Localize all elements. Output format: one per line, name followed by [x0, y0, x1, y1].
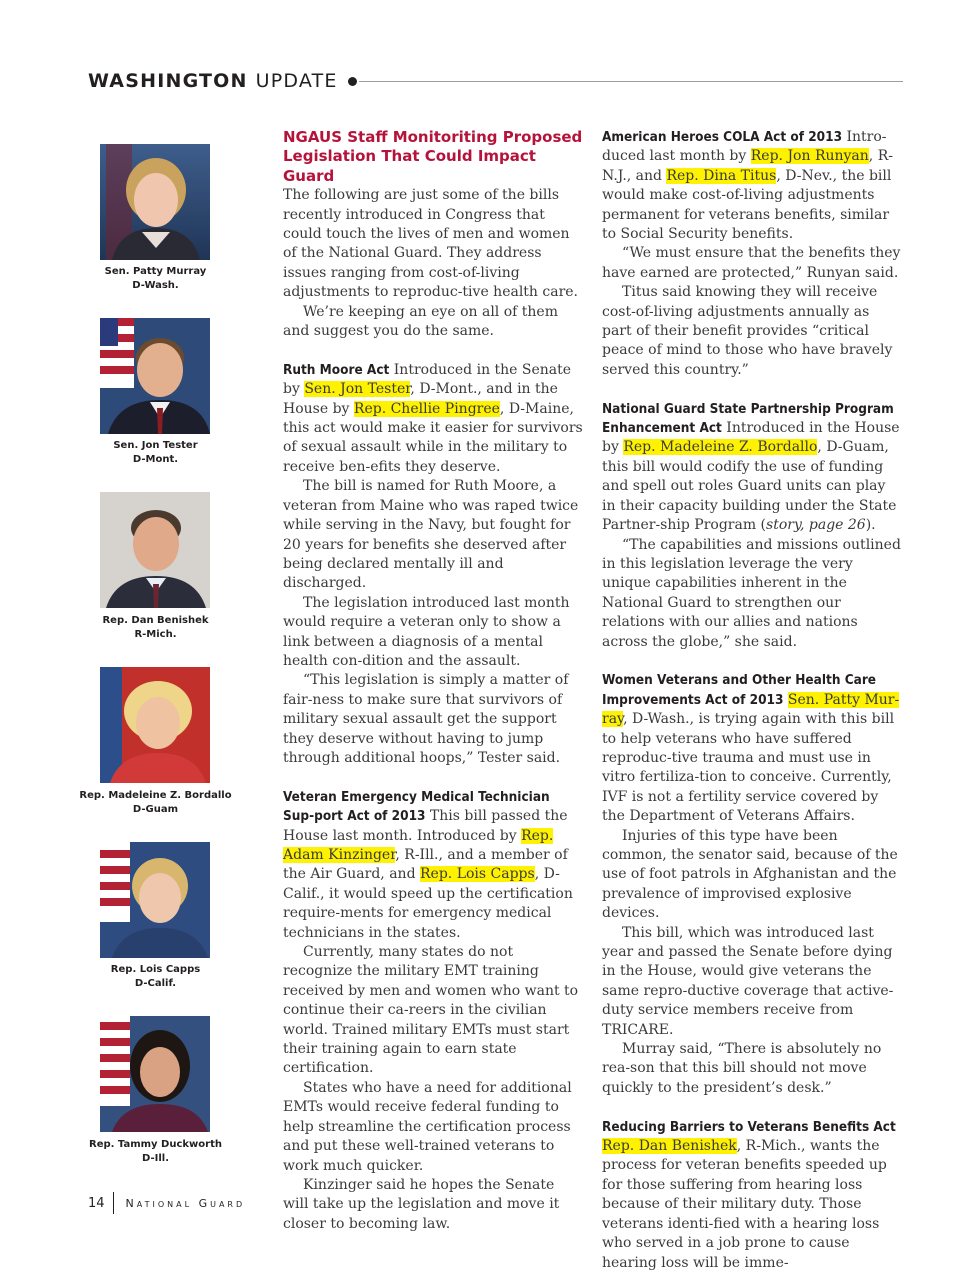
body-paragraph: “The capabilities and missions outlined in this legislation leverage the very unique capabilities inherent in the National Guard to strengthen our relations with our allies and nations across the globe,” she said.: [602, 536, 901, 650]
bill-reducing-barriers: [602, 1118, 902, 1273]
body-text: This bill passed the House last month. Introduced by: [283, 808, 568, 844]
bill-ruth-moore: [283, 361, 583, 477]
intro-paragraph: The following are just some of the bills recently introduced in Congress that could touch the lives of men and women of the National Guard. They address issues ranging from cost-of-living adjustments to reproduc-tive health care.: [283, 187, 579, 301]
body-text: , R-Ill., and a member of the Air Guard, and: [283, 847, 568, 883]
photo-tester: [100, 318, 210, 434]
section-title: [88, 70, 338, 92]
caption-party: R-Mich.: [134, 629, 177, 640]
footer-divider: [113, 1192, 114, 1214]
photo-bordallo: [100, 667, 210, 783]
lawmaker-link[interactable]: Sen. Patty Mur-ray: [602, 691, 900, 728]
body-text: Introduced in the House by: [602, 420, 900, 456]
page-number: 14: [88, 1195, 105, 1211]
caption-duckworth: [78, 1138, 233, 1166]
caption-name: Rep. Lois Capps: [110, 964, 201, 975]
lawmaker-link[interactable]: Rep. Chellie Pingree: [353, 400, 500, 417]
bill-heading: Veteran Emergency Medical Technician Sup-port Act of 2013: [283, 788, 550, 825]
lawmaker-link[interactable]: Rep. Jon Runyan: [750, 148, 869, 165]
body-text: , R-N.J., and: [602, 148, 893, 184]
portrait-benishek: [100, 492, 210, 608]
body-paragraph: Titus said knowing they will receive cost-of-living adjustments annually as part of their benefit provides “critical peace of mind to those who have bravely served this country.”: [602, 284, 893, 378]
caption-name: Rep. Dan Benishek: [102, 615, 209, 626]
bill-heading: Reducing Barriers to Veterans Benefits Act: [602, 1118, 896, 1135]
body-text: Intro-duced last month by: [602, 129, 887, 165]
body-text: , D-Calif., it would speed up the certification require-ments for emergency medical technicians in the states.: [283, 866, 573, 941]
caption-name: Sen. Patty Murray: [104, 266, 207, 277]
portrait-tester: [100, 318, 210, 434]
photo-duckworth: [100, 1016, 210, 1132]
bill-heading: Ruth Moore Act: [283, 361, 390, 378]
bill-cola: [602, 128, 902, 244]
lawmaker-link[interactable]: Rep. Madeleine Z. Bordallo: [623, 439, 818, 456]
body-text: , D-Guam, this bill would codify the use of funding and spell out roles Guard units can play in their capacity building under the State Partner-ship Program (: [602, 439, 897, 534]
caption-party: D-Ill.: [141, 1153, 169, 1164]
caption-benishek: [78, 614, 233, 642]
article-column-1: [283, 128, 583, 1234]
page-footer: [88, 1192, 245, 1214]
caption-bordallo: [78, 789, 233, 817]
body-text: , D-Wash., is trying again with this bill to help veterans who have suffered reproduc-tive trauma and must use in vitro fertiliza-tion to conceive. Currently, IVF is not a fertility service covered by the Department of Veterans Affairs.: [602, 711, 895, 825]
body-paragraph: Currently, many states do not recognize the military EMT training received by men and women who want to continue their ca-reers in the civilian world. Trained military EMTs must start their training again to earn state certification.: [283, 944, 579, 1077]
portrait-bordallo: [100, 667, 210, 783]
flag-graphic: [100, 842, 130, 922]
section-title-bold: WASHINGTON: [88, 70, 248, 92]
body-paragraph: This bill, which was introduced last year and passed the Senate before dying in the House, would give veterans the same repro-ductive coverage that active-duty service members receive from TRICARE.: [602, 924, 894, 1038]
bill-heading: American Heroes COLA Act of 2013: [602, 129, 843, 145]
body-paragraph: The bill is named for Ruth Moore, a veteran from Maine who was raped twice while serving in the Navy, but fought for 20 years for benefits she deserved after being declared mentally ill and discharged.: [283, 478, 579, 592]
portrait-capps: [100, 842, 210, 958]
section-header: [88, 66, 903, 96]
caption-tester: [78, 439, 233, 467]
lawmaker-link[interactable]: Rep. Adam Kinzinger: [283, 827, 554, 863]
caption-party: D-Wash.: [132, 280, 179, 291]
portrait-duckworth: [100, 1016, 210, 1132]
caption-murray: [78, 265, 233, 293]
intro-paragraph: We’re keeping an eye on all of them and suggest you do the same.: [283, 303, 558, 340]
body-paragraph: The legislation introduced last month would require a veteran only to show a link between a diagnosis of a mental health con-dition and the assault.: [283, 594, 570, 669]
photo-murray: [100, 144, 210, 260]
body-text: , D-Nev., the bill would make cost-of-living adjustments permanent for veterans benefits, similar to Social Security benefits.: [602, 167, 892, 243]
flag-graphic: [100, 318, 134, 388]
article-headline: [283, 128, 583, 186]
flag-graphic: [100, 1016, 130, 1106]
bill-heading: National Guard State Partnership Program Enhancement Act: [602, 400, 894, 437]
story-reference: story, page 26: [766, 517, 866, 534]
photo-capps: [100, 842, 210, 958]
lawmaker-link[interactable]: Rep. Dina Titus: [666, 167, 777, 184]
caption-party: D-Calif.: [134, 978, 177, 989]
caption-name: Sen. Jon Tester: [113, 440, 198, 451]
caption-name: Rep. Tammy Duckworth: [89, 1139, 222, 1150]
header-rule: [359, 81, 903, 82]
caption-capps: [78, 963, 233, 991]
bill-state-partnership: [602, 400, 902, 536]
body-text: , R-Mich., wants the process for veteran benefits speeded up for those suffering from hearing loss because of their military duty. Those veterans identi-fied with a hearing loss who served in a job prone to cause hearing loss will be imme-: [602, 1138, 887, 1271]
bill-women-veterans: [602, 671, 902, 826]
body-text: , D-Mont., and in the House by: [283, 381, 558, 417]
body-text: ).: [865, 517, 876, 534]
lawmaker-link[interactable]: Sen. Jon Tester: [304, 381, 411, 398]
bill-veteran-emt: [283, 788, 583, 943]
lawmaker-link[interactable]: Rep. Dan Benishek: [602, 1138, 737, 1155]
body-text: Introduced in the Senate by: [283, 361, 572, 398]
headline-line-2: Legislation That Could Impact Guard: [283, 147, 536, 185]
caption-party: D-Guam: [132, 804, 179, 815]
body-paragraph: “This legislation is simply a matter of fair-ness to make sure that survivors of military sexual assault get the support they deserve without having to jump through additional hoops,” Tester said.: [283, 672, 569, 766]
body-paragraph: Injuries of this type have been common, the senator said, because of the use of foot patrols in Afghanistan and the prevalence of improvised explosive devices.: [602, 827, 898, 922]
headline-line-1: NGAUS Staff Monitoriting Proposed: [283, 128, 583, 146]
body-paragraph: “We must ensure that the benefits they have earned are protected,” Runyan said.: [602, 245, 901, 281]
body-paragraph: Kinzinger said he hopes the Senate will take up the legislation and move it closer to becoming law.: [283, 1176, 560, 1232]
magazine-name: National Guard: [125, 1196, 246, 1210]
article-column-2: [602, 128, 902, 1273]
caption-name: Rep. Madeleine Z. Bordallo: [79, 790, 232, 801]
header-bullet: [348, 77, 357, 86]
section-title-light: UPDATE: [255, 70, 338, 92]
body-paragraph: Murray said, “There is absolutely no rea-son that this bill should not move quickly to the president’s desk.”: [602, 1041, 882, 1096]
caption-party: D-Mont.: [132, 454, 179, 465]
photo-benishek: [100, 492, 210, 608]
body-text: , D-Maine, this act would make it easier for survivors of sexual assault while in the military to receive ben-efits they deserve.: [283, 400, 583, 475]
bill-heading: Women Veterans and Other Health Care Improvements Act of 2013: [602, 672, 877, 708]
body-paragraph: States who have a need for additional EMTs would receive federal funding to help streamline the certification process and put these well-trained veterans to work much quicker.: [283, 1079, 572, 1174]
lawmaker-link[interactable]: Rep. Lois Capps: [420, 866, 535, 883]
portrait-murray: [100, 144, 210, 260]
